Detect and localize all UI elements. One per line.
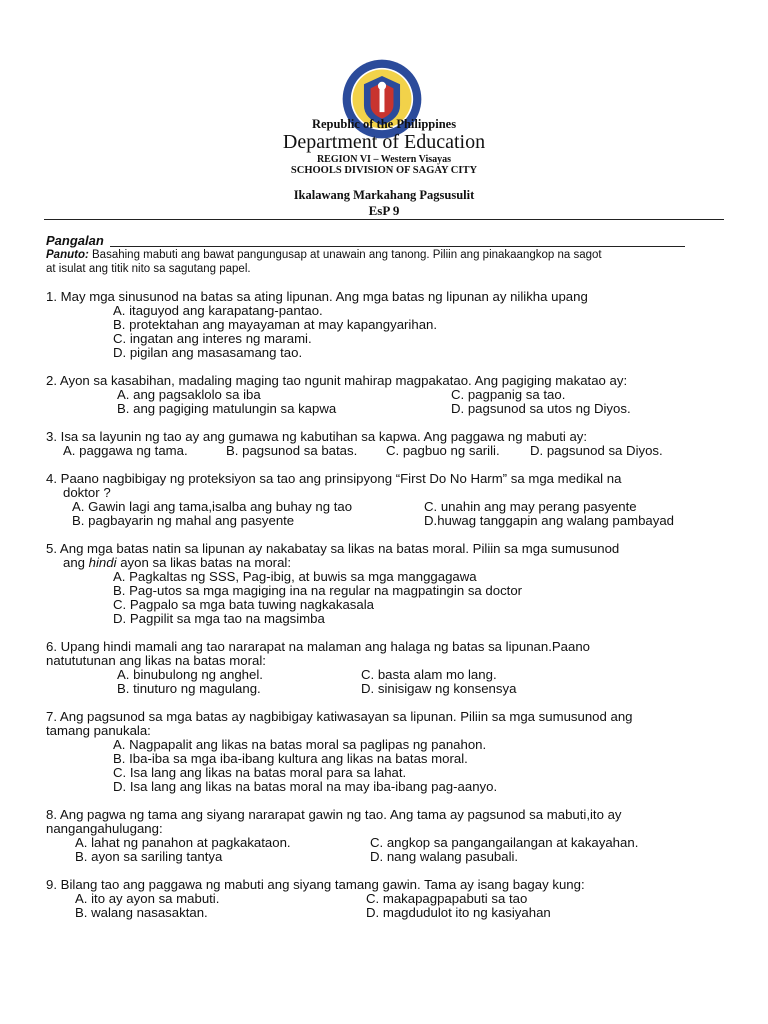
stem-prefix: ang — [63, 555, 89, 570]
choice-d: D. sinisigaw ng konsensya — [361, 681, 517, 696]
choice-c: C. pagbuo ng sarili. — [386, 443, 500, 458]
panuto-text-1: Basahing mabuti ang bawat pangungusap at unawain ang tanong. Piliin ang pinakaangkop na sagot — [92, 249, 602, 261]
header-divider — [44, 219, 724, 220]
choice-c: C. basta alam mo lang. — [361, 667, 497, 682]
question-stem: 7. Ang pagsunod sa mga batas ay nagbibigay katiwasayan sa lipunan. Piliin sa mga sumusunod ang — [46, 709, 633, 724]
choice-b: B. Iba-iba sa mga iba-ibang kultura ang likas na batas moral. — [113, 751, 468, 766]
subject-label: EsP 9 — [368, 203, 400, 218]
choice-b: B. Pag-utos sa mga magiging ina na regular na magpatingin sa doctor — [113, 583, 523, 598]
question-stem: 2. Ayon sa kasabihan, madaling maging tao ngunit mahirap magpakatao. Ang pagiging makatao ay: — [46, 373, 628, 388]
question-stem-cont: natututunan ang likas na batas moral: — [46, 653, 266, 668]
choice-b: B. ayon sa sariling tantya — [75, 849, 223, 864]
choice-d: D. Pagpilit sa mga tao na magsimba — [113, 611, 325, 626]
question-stem: 1. May mga sinusunod na batas sa ating lipunan. Ang mga batas ng lipunan ay nilikha upang — [46, 289, 588, 304]
choice-a: A. Nagpapalit ang likas na batas moral sa paglipas ng panahon. — [113, 737, 487, 752]
choice-d: D.huwag tanggapin ang walang pambayad — [424, 513, 675, 528]
choice-c: C. ingatan ang interes ng marami. — [113, 331, 312, 346]
republic-label: Republic of the Philippines — [311, 117, 457, 131]
question-stem: 3. Isa sa layunin ng tao ay ang gumawa ng kabutihan sa kapwa. Ang paggawa ng mabuti ay: — [46, 429, 588, 444]
panuto-line-2: at isulat ang titik nito sa sagutang papel. — [46, 263, 251, 275]
choice-d: D. pigilan ang masasamang tao. — [113, 345, 303, 360]
choice-a: A. binubulong ng anghel. — [117, 667, 263, 682]
region-label: REGION VI – Western Visayas — [316, 154, 452, 165]
choice-c: C. Pagpalo sa mga bata tuwing nagkakasala — [113, 597, 374, 612]
question-stem-cont: doktor ? — [63, 485, 111, 500]
choice-d: D. magdudulot ito ng kasiyahan — [366, 905, 551, 920]
name-label: Pangalan — [46, 233, 104, 248]
choice-a: A. itaguyod ang karapatang-pantao. — [113, 303, 323, 318]
choice-a: A. lahat ng panahon at pagkakataon. — [75, 835, 291, 850]
choice-d: D. Isa lang ang likas na batas moral na may iba-ibang pag-aanyo. — [113, 779, 498, 794]
question-stem-cont: tamang panukala: — [46, 723, 151, 738]
choice-d: D. pagsunod sa utos ng Diyos. — [451, 401, 631, 416]
question-stem: 6. Upang hindi mamali ang tao nararapat na malaman ang halaga ng batas sa lipunan.Paano — [46, 639, 590, 654]
choice-b: B. walang nasasaktan. — [75, 905, 208, 920]
panuto-label: Panuto: — [46, 249, 89, 261]
choice-b: B. protektahan ang mayayaman at may kapangyarihan. — [113, 317, 438, 332]
choice-c: C. pagpanig sa tao. — [451, 387, 566, 402]
question-stem: 8. Ang pagwa ng tama ang siyang nararapat gawin ng tao. Ang tama ay pagsunod sa mabuti,ito ay — [46, 807, 622, 822]
choice-b: B. ang pagiging matulungin sa kapwa — [117, 401, 337, 416]
choice-b: B. tinuturo ng magulang. — [117, 681, 261, 696]
choice-c: C. makapagpapabuti sa tao — [366, 891, 528, 906]
stem-suffix: ayon sa likas batas na moral: — [116, 555, 292, 570]
exam-title: Ikalawang Markahang Pagsusulit — [293, 188, 475, 202]
question-stem: 9. Bilang tao ang paggawa ng mabuti ang siyang tamang gawin. Tama ay isang bagay kung: — [46, 877, 585, 892]
choice-d: D. nang walang pasubali. — [370, 849, 519, 864]
choice-a: A. ang pagsaklolo sa iba — [117, 387, 261, 402]
choice-b: B. pagbayarin ng mahal ang pasyente — [72, 513, 295, 528]
choice-c: C. unahin ang may perang pasyente — [424, 499, 637, 514]
choice-a: A. ito ay ayon sa mabuti. — [75, 891, 220, 906]
department-title: Department of Education — [282, 131, 486, 153]
question-stem-cont: nangangahulugang: — [46, 821, 163, 836]
question-stem-cont — [63, 555, 291, 570]
name-field[interactable] — [110, 246, 685, 247]
choice-b: B. pagsunod sa batas. — [226, 443, 358, 458]
choice-a: A. Pagkaltas ng SSS, Pag-ibig, at buwis sa mga manggagawa — [113, 569, 477, 584]
choice-c: C. angkop sa pangangailangan at kakayahan. — [370, 835, 639, 850]
panuto-line-1 — [46, 248, 602, 263]
choice-a: A. Gawin lagi ang tama,isalba ang buhay ng tao — [72, 499, 353, 514]
choice-d: D. pagsunod sa Diyos. — [530, 443, 663, 458]
question-stem: 5. Ang mga batas natin sa lipunan ay nakabatay sa likas na batas moral. Piliin sa mga sumusunod — [46, 541, 620, 556]
question-stem: 4. Paano nagbibigay ng proteksiyon sa tao ang prinsipyong “First Do No Harm” sa mga medikal na — [46, 471, 622, 486]
emphasis-word: hindi — [88, 555, 117, 570]
choice-c: C. Isa lang ang likas na batas moral para sa lahat. — [113, 765, 407, 780]
choice-a: A. paggawa ng tama. — [63, 443, 188, 458]
division-label: SCHOOLS DIVISION OF SAGAY CITY — [290, 165, 478, 176]
